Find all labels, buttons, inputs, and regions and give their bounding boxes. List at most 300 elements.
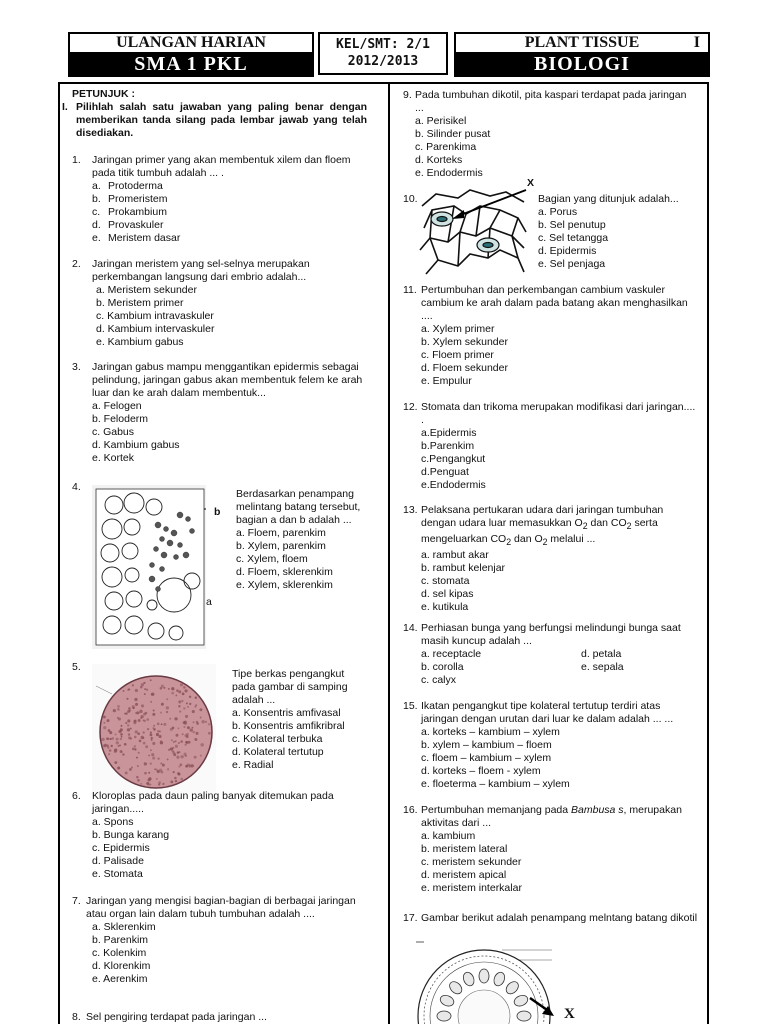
slide-speckle [103,722,105,724]
slide-speckle [117,767,120,770]
slide-speckle [166,698,168,700]
q2-option[interactable]: c. Kambium intravaskuler [96,310,214,322]
q10-option[interactable]: a. Porus [538,206,578,218]
question-12 [403,401,698,492]
slide-speckle [148,772,150,774]
q11-option[interactable]: c. Floem primer [421,349,494,361]
q10-option[interactable]: e. Sel penjaga [538,258,606,270]
slide-speckle [140,686,143,689]
slide-speckle [103,716,106,719]
slide-speckle [192,710,195,713]
q1-option-text[interactable]: Protoderma [108,180,163,192]
q12-option[interactable]: e.Endodermis [421,479,486,491]
q12-option[interactable]: c.Pengangkut [421,453,486,465]
q13-subscript: 2 [626,521,632,532]
slide-speckle [144,693,146,695]
slide-speckle [150,733,153,736]
q13-number: 13. [403,504,418,516]
slide-speckle [186,702,188,704]
slide-speckle [162,764,165,767]
column-divider [388,82,390,1024]
slide-speckle [174,777,177,780]
slide-speckle [142,737,144,739]
q14-option[interactable]: c. calyx [421,674,457,686]
q13-stem-part: dan O [511,533,543,546]
slide-speckle [144,688,146,690]
slide-speckle [150,762,152,764]
slide-speckle [186,735,188,737]
slide-speckle [180,740,183,743]
q13-subscript: 2 [542,537,548,548]
q8-number: 8. [72,1011,81,1023]
slide-speckle [178,742,180,744]
slide-speckle [196,732,199,735]
q9-option[interactable]: d. Korteks [415,154,463,166]
slide-speckle [166,706,169,709]
question-15 [403,700,698,791]
slide-speckle [177,727,179,729]
slide-speckle [171,692,174,695]
slide-speckle [139,740,142,743]
slide-speckle [129,768,132,771]
q9-stem: Pada tumbuhan dikotil, pita kaspari terdapat pada jaringan ... [415,89,687,114]
slide-speckle [160,740,162,742]
slide-speckle [176,756,179,759]
slide-speckle [143,713,146,716]
slide-speckle [113,709,116,712]
q4-option[interactable]: d. Floem, sklerenkim [236,566,333,578]
q3-option[interactable]: c. Gabus [92,426,135,438]
q7-option[interactable]: d. Klorenkim [92,960,151,972]
slide-speckle [137,765,139,767]
q10-option[interactable]: d. Epidermis [538,245,597,257]
slide-speckle [159,735,162,738]
q1-stem: Jaringan primer yang akan membentuk xilem dan floem pada titik tumbuh adalah ... . [92,154,351,179]
slide-speckle [140,783,142,785]
q4-option[interactable]: a. Floem, parenkim [236,527,326,539]
instructions [62,101,367,140]
slide-speckle [170,747,173,750]
header-exam-title: ULANGAN HARIAN [70,34,312,54]
slide-speckle [127,728,130,731]
vascular-bundle [437,1011,451,1021]
question-13 [403,504,698,614]
q13-subscript: 2 [582,521,588,532]
slide-speckle [185,765,188,768]
slide-speckle [150,732,152,734]
q5-option[interactable]: c. Kolateral terbuka [232,733,323,745]
slide-speckle [132,684,134,686]
q12-option[interactable]: a.Epidermis [421,427,477,439]
slide-speckle [168,688,170,690]
slide-speckle [195,696,197,698]
header-topic [456,34,708,54]
slide-speckle [104,744,107,747]
q11-number: 11. [403,284,417,296]
slide-speckle [141,704,144,707]
slide-speckle [193,721,195,723]
slide-speckle [144,762,147,765]
question-17 [403,912,698,925]
slide-speckle [136,711,139,714]
header-topic-title: PLANT TISSUE [524,34,640,51]
frame-right [707,82,709,1024]
q15-option[interactable]: a. korteks – kambium – xylem [421,726,560,738]
q14-option[interactable]: a. receptacle [421,648,482,660]
q6-stem: Kloroplas pada daun paling banyak ditemukan pada jaringan..... [92,790,334,815]
slide-speckle [175,740,177,742]
slide-speckle [180,763,183,766]
slide-speckle [109,749,112,752]
q3-option[interactable]: e. Kortek [92,452,135,464]
q7-option[interactable]: c. Kolenkim [92,947,147,959]
header-center-box [318,32,448,75]
q5-vascular-bundle-figure [92,664,216,794]
slide-speckle [161,703,164,706]
slide-speckle [190,728,193,731]
slide-speckle [147,783,150,786]
q7-stem: Jaringan yang mengisi bagian-bagian di berbagai jaringan atau organ lain dalam tubuh tumbuhan adalah .... [86,895,356,920]
q3-number: 3. [72,361,81,373]
slide-speckle [144,772,147,775]
slide-speckle [200,755,202,757]
slide-speckle [178,690,181,693]
q7-option[interactable]: a. Sklerenkim [92,921,156,933]
question-8 [72,1011,368,1024]
slide-speckle [152,713,155,716]
header-school-name: SMA 1 PKL [70,54,312,75]
question-9 [403,89,698,180]
q9-option[interactable]: b. Silinder pusat [415,128,491,140]
q5-number: 5. [72,661,81,673]
slide-speckle [120,738,122,740]
q16-stem [421,804,698,830]
q7-number: 7. [72,895,81,907]
slide-speckle [118,718,121,721]
q1-option-text[interactable]: Promeristem [108,193,168,205]
header-right-box [454,32,710,77]
q15-option[interactable]: e. floeterma – kambium – xylem [421,778,570,790]
slide-speckle [153,710,155,712]
slide-speckle [139,710,142,713]
q9-option[interactable]: e. Endodermis [415,167,483,179]
q13-stem-part: dan CO [587,517,627,529]
slide-speckle [180,778,183,781]
slide-speckle [202,720,205,723]
q11-option[interactable]: a. Xylem primer [421,323,495,335]
slide-speckle [183,726,185,728]
slide-speckle [129,710,131,712]
slide-speckle [171,739,173,741]
slide-speckle [208,732,211,735]
q1-option-text[interactable]: Meristem dasar [108,232,181,244]
q15-number: 15. [403,700,418,712]
q16-option[interactable]: d. meristem apical [421,869,507,881]
q16-stem-part: Pertumbuhan memanjang pada [421,804,572,816]
q4-label-b: b [214,506,221,518]
slide-speckle [160,712,162,714]
slide-speckle [134,720,137,723]
q1-option-letter: d. [92,219,101,231]
slide-speckle [130,738,132,740]
q4-label-a: a [206,596,212,608]
q13-stem-part: Pelaksana pertukaran udara dari jaringan tumbuhan dengan udara luar memasukkan O [421,504,664,529]
slide-speckle [156,769,158,771]
q17-label-x: X [564,1006,575,1022]
q5-option[interactable]: e. Radial [232,759,274,771]
slide-speckle [170,780,173,783]
slide-speckle [127,719,130,722]
slide-speckle [162,783,164,785]
q3-option[interactable]: b. Feloderm [92,413,149,425]
header-subject: BIOLOGI [456,54,708,75]
slide-speckle [101,738,104,741]
q15-option[interactable]: b. xylem – kambium – floem [421,739,552,751]
slide-speckle [103,726,106,729]
slide-speckle [106,737,109,740]
q13-subscript: 2 [506,537,512,548]
q10-stem: Bagian yang ditunjuk adalah... [538,193,679,205]
slide-speckle [134,745,136,747]
slide-speckle [168,749,170,751]
slide-speckle [146,689,148,691]
slide-speckle [130,728,132,730]
q13-option[interactable]: b. rambut kelenjar [421,562,506,575]
slide-speckle [136,757,138,759]
slide-speckle [163,723,166,726]
q10-option[interactable]: c. Sel tetangga [538,232,609,244]
q13-option[interactable]: e. kutikula [421,601,469,614]
q5-option[interactable]: d. Kolateral tertutup [232,746,324,758]
q12-number: 12. [403,401,418,413]
header-school-year: 2012/2013 [347,54,419,69]
question-16 [403,804,698,895]
slide-speckle [160,762,162,764]
q12-option[interactable]: d.Penguat [421,466,469,478]
slide-speckle [122,753,124,755]
slide-speckle [163,687,165,689]
slide-speckle [177,751,179,753]
slide-speckle [120,733,123,736]
q6-option[interactable]: c. Epidermis [92,842,150,854]
slide-speckle [178,766,180,768]
slide-speckle [128,707,131,710]
q13-stem [421,504,698,549]
slide-speckle [180,683,183,686]
slide-speckle [200,743,203,746]
q16-option[interactable]: a. kambium [421,830,476,842]
q1-option-letter: a. [92,180,101,192]
q11-option[interactable]: e. Empulur [421,375,472,387]
question-14 [403,622,698,687]
q6-option[interactable]: a. Spons [92,816,134,828]
slide-speckle [135,730,138,733]
slide-speckle [153,725,155,727]
q1-option-letter: b. [92,193,101,205]
q2-option[interactable]: a. Meristem sekunder [96,284,197,296]
q4-option[interactable]: c. Xylem, floem [236,553,308,565]
slide-speckle [121,736,123,738]
slide-speckle [159,731,161,733]
slide-speckle [150,749,152,751]
slide-speckle [140,717,142,719]
q16-number: 16. [403,804,418,816]
q1-number: 1. [72,154,81,166]
q7-option[interactable]: e. Aerenkim [92,973,148,985]
slide-speckle [111,737,114,740]
slide-speckle [167,768,169,770]
slide-speckle [148,755,150,757]
slide-speckle [185,715,188,718]
slide-speckle [182,733,184,735]
slide-speckle [158,783,160,785]
q2-option[interactable]: d. Kambium intervaskuler [96,323,215,335]
vascular-bundle [517,1011,531,1021]
header-class-semester: KEL/SMT: 2/1 [336,37,430,52]
q3-option[interactable]: a. Felogen [92,400,142,412]
q4-option[interactable]: b. Xylem, parenkim [236,540,326,552]
q13-stem-part: serta mengeluarkan CO [421,517,658,546]
q15-stem: Ikatan pengangkut tipe kolateral tertutup terdiri atas jaringan dengan urutan dari luar ke dalam adalah ... ... [421,700,674,725]
slide-speckle [137,732,140,735]
q3-stem: Jaringan gabus mampu menggantikan epidermis sebagai pelindung, jaringan gabus akan membentuk felem ke arah luar dan ke arah dalam membentuk... [92,361,363,399]
slide-speckle [131,766,133,768]
slide-speckle [138,719,141,722]
q16-option[interactable]: c. meristem sekunder [421,856,522,868]
slide-speckle [169,718,171,720]
question-6 [72,790,368,881]
q9-number: 9. [403,89,412,101]
slide-speckle [114,761,117,764]
question-1 [72,154,368,245]
slide-speckle [128,733,130,735]
slide-speckle [157,757,159,759]
q1-option-text[interactable]: Prokambium [108,206,167,218]
slide-speckle [172,727,175,730]
slide-speckle [152,757,155,760]
q1-option-letter: c. [92,206,101,218]
q2-stem: Jaringan meristem yang sel-selnya merupakan perkembangan langsung dari embrio adalah... [92,258,310,283]
slide-speckle [138,752,140,754]
q14-option[interactable]: b. corolla [421,661,464,673]
slide-speckle [167,759,169,761]
q16-option[interactable]: b. meristem lateral [421,843,508,855]
q2-option[interactable]: b. Meristem primer [96,297,184,309]
q7-option[interactable]: b. Parenkim [92,934,149,946]
slide-speckle [111,745,113,747]
slide-speckle [174,717,177,720]
q6-number: 6. [72,790,81,802]
slide-speckle [109,738,111,740]
slide-speckle [175,780,177,782]
slide-speckle [185,741,187,743]
q6-option[interactable]: b. Bunga karang [92,829,170,841]
slide-speckle [176,689,179,692]
q4-option[interactable]: e. Xylem, sklerenkim [236,579,333,591]
q5-option[interactable]: a. Konsentris amfivasal [232,707,341,719]
q11-stem: Pertumbuhan dan perkembangan cambium vaskuler cambium ke arah dalam pada batang akan menghasilkan .... [421,284,688,322]
slide-speckle [127,724,129,726]
slide-speckle [108,753,110,755]
q11-option[interactable]: d. Floem sekunder [421,362,508,374]
slide-speckle [180,755,183,758]
slide-speckle [125,722,127,724]
slide-speckle [171,687,174,690]
q2-option[interactable]: e. Kambium gabus [96,336,184,348]
question-3 [72,361,368,465]
slide-speckle [194,756,197,759]
q16-option[interactable]: e. meristem interkalar [421,882,522,894]
q1-option-text[interactable]: Provaskuler [108,219,164,231]
q14-option[interactable]: d. petala [581,648,622,660]
slide-speckle [205,721,207,723]
q13-option[interactable]: a. rambut akar [421,549,489,562]
q9-option[interactable]: a. Perisikel [415,115,467,127]
frame-top [58,82,709,84]
q13-option[interactable]: c. stomata [421,575,470,588]
question-4 [236,488,366,592]
q6-option[interactable]: d. Palisade [92,855,144,867]
slide-speckle [145,745,148,748]
slide-speckle [173,741,175,743]
q11-option[interactable]: b. Xylem sekunder [421,336,508,348]
slide-speckle [194,738,197,741]
slide-speckle [114,750,117,753]
slide-speckle [176,734,179,737]
slide-speckle [153,728,156,731]
q10-option[interactable]: b. Sel penutup [538,219,606,231]
slide-speckle [120,725,122,727]
vascular-bundle [479,969,489,983]
slide-speckle [107,746,110,749]
slide-speckle [127,689,129,691]
slide-speckle [115,733,117,735]
q10-stomata-figure [418,188,528,278]
slide-speckle [143,731,145,733]
q10-label-x: X [527,177,535,189]
slide-speckle [181,700,183,702]
q12-option[interactable]: b.Parenkim [421,440,475,452]
slide-speckle [185,744,187,746]
q13-option[interactable]: d. sel kipas [421,588,474,601]
q3-option[interactable]: d. Kambium gabus [92,439,180,451]
slide-speckle [182,693,185,696]
q6-option[interactable]: e. Stomata [92,868,143,880]
slide-speckle [124,713,126,715]
q5-stem: Tipe berkas pengangkut pada gambar di samping adalah ... [232,668,348,706]
slide-speckle [135,689,138,692]
slide-speckle [200,717,202,719]
q5-option[interactable]: b. Konsentris amfikribral [232,720,345,732]
slide-speckle [159,769,162,772]
q14-option[interactable]: e. sepala [581,661,624,673]
q9-option[interactable]: c. Parenkima [415,141,477,153]
q15-option[interactable]: c. floem – kambium – xylem [421,752,552,764]
slide-speckle [125,771,128,774]
slide-speckle [192,731,195,734]
q15-option[interactable]: d. korteks – floem - xylem [421,765,541,777]
slide-speckle [118,745,120,747]
slide-speckle [117,705,120,708]
header-topic-number: I [693,34,700,51]
q4-stem: Berdasarkan penampang melintang batang tersebut, bagian a dan b adalah ... [236,488,361,526]
slide-speckle [208,723,210,725]
slide-speckle [187,726,190,729]
q10-number: 10. [403,193,418,205]
question-5 [232,668,368,772]
slide-speckle [147,728,149,730]
slide-speckle [124,743,127,746]
